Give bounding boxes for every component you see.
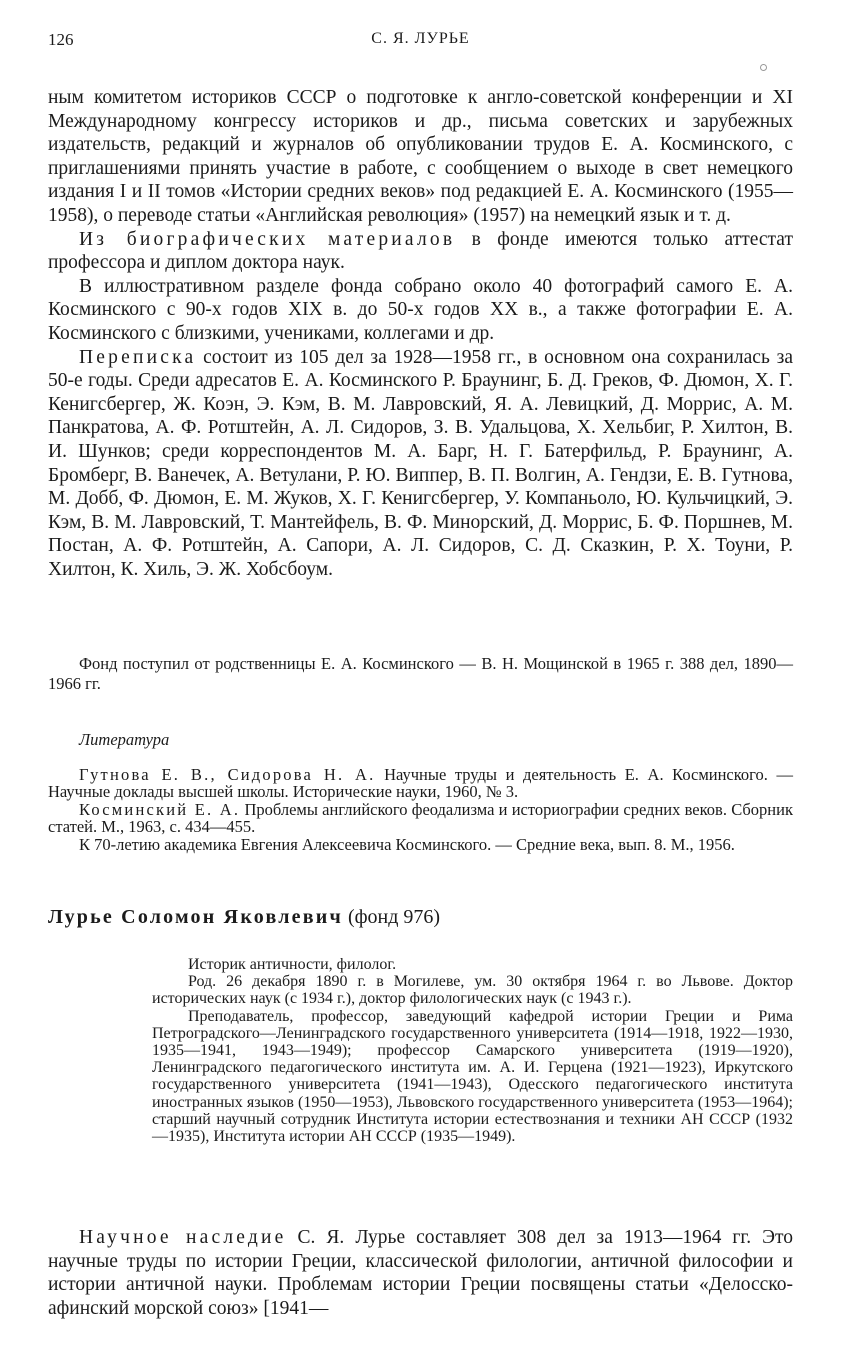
fund-title bbox=[48, 906, 793, 929]
paragraph-biographical bbox=[48, 228, 793, 275]
heritage-section bbox=[48, 1226, 793, 1320]
running-title: С. Я. ЛУРЬЕ bbox=[371, 30, 470, 47]
literature-item bbox=[48, 801, 793, 836]
paragraph-correspondence bbox=[48, 346, 793, 582]
bio-paragraph: Род. 26 декабря 1890 г. в Могилеве, ум. 30 октября 1964 г. во Львове. Доктор исторических наук (с 1934 г.), доктор филологических наук (с 1943 г.). bbox=[152, 973, 793, 1008]
paragraph-illustrative: В иллюстративном разделе фонда собрано около 40 фотографий самого Е. А. Косминского с 90-х годов XIX в. до 50-х годов XX в., а также фотографии Е. А. Косминского с близкими, учениками, коллегами и др. bbox=[48, 275, 793, 344]
spaced-heading: Переписка bbox=[79, 346, 197, 368]
literature-item bbox=[48, 766, 793, 801]
author-names: Косминский Е. А. bbox=[79, 799, 241, 819]
bio-paragraph: Преподаватель, профессор, заведующий кафедрой истории Греции и Рима Петроградского—Ленинградского государственного университета (1914—1918, 1922—1930, 1935—1941, 1943—1949); профессор Самарского университета (1919—1920), Ленинградского педагогического института им. А. И. Герцена (1921—1923), Иркутского государственного университета (1941—1943), Одесского педагогического института иностранных языков (1950—1953), Львовского государственного университета (1953—1964); старший научный сотрудник Института истории естествознания и техники АН СССР (1932—1935), Института истории АН СССР (1935—1949). bbox=[152, 1007, 793, 1146]
fund-note-text: Фонд поступил от родственницы Е. А. Косминского — В. Н. Мощинской в 1965 г. 388 дел, 1890—1966 гг. bbox=[48, 654, 793, 693]
person-name: Лурье Соломон Яковлевич bbox=[48, 906, 343, 928]
fund-note bbox=[48, 654, 793, 693]
running-header bbox=[48, 30, 793, 54]
reference-text: К 70-летию академика Евгения Алексеевича Косминского. — Средние века, вып. 8. М., 1956. bbox=[79, 834, 735, 854]
reference-text: Проблемы английского феодализма и историографии средних веков. Сборник статей. М., 1963, с. 434—455. bbox=[48, 799, 793, 837]
paragraph-text: С. Я. Лурье составляет 308 дел за 1913—1964 гг. Это научные труды по истории Греции, классической филологии, античной философии и истории античной науки. Проблемам истории Греции посвящены статьи «Делосско-афинский морской союз» [1941— bbox=[48, 1227, 793, 1319]
spaced-heading: Из биографических материалов bbox=[79, 228, 456, 250]
literature-section bbox=[48, 731, 793, 854]
intro-section bbox=[48, 86, 793, 581]
fund-number: (фонд 976) bbox=[342, 906, 441, 928]
reference-text: Научные труды и деятельность Е. А. Косминского. — Научные доклады высшей школы. Исторические науки, 1960, № 3. bbox=[48, 764, 793, 802]
spaced-heading: Научное наследие bbox=[79, 1227, 287, 1248]
ink-dot bbox=[760, 64, 767, 71]
page-number: 126 bbox=[48, 30, 74, 49]
biography-block bbox=[152, 956, 793, 1145]
literature-heading: Литература bbox=[79, 730, 170, 749]
paragraph-text: состоит из 105 дел за 1928—1958 гг., в основном она сохранилась за 50-е годы. Среди адресатов Е. А. Косминского Р. Браунинг, Б. Д. Греков, Ф. Дюмон, Х. Г. Кенигсбергер, Ж. Коэн, Э. Кэм, В. М. Лавровский, Я. А. Левицкий, Д. Моррис, А. М. Панкратова, А. Ф. Ротштейн, А. Л. Сидоров, З. В. Удальцова, Х. Хельбиг, Р. Хилтон, В. И. Шунков; среди корреспондентов М. А. Барг, Н. Г. Батерфильд, Р. Браунинг, А. Бромберг, В. Ванечек, А. Ветулани, Р. Ю. Виппер, В. П. Волгин, А. Гендзи, Е. В. Гутнова, М. Добб, Ф. Дюмон, Е. М. Жуков, Х. Г. Кенигсбергер, У. Компаньоло, Ю. Кульчицкий, Э. Кэм, В. М. Лавровский, Т. Мантейфель, В. Ф. Минорский, Д. Моррис, Б. Ф. Поршнев, М. Постан, А. Ф. Ротштейн, А. Сапори, А. Л. Сидоров, С. Д. Сказкин, Р. Х. Тоуни, Р. Хилтон, К. Хиль, Э. Ж. Хобсбоум. bbox=[48, 346, 793, 580]
paragraph-text: в фонде имеются только аттестат профессора и диплом доктора наук. bbox=[48, 228, 793, 274]
literature-item bbox=[48, 836, 793, 854]
author-names: Гутнова Е. В., Сидорова Н. А. bbox=[79, 764, 376, 784]
paragraph-continuation: ным комитетом историков СССР о подготовке к англо-советской конференции и XI Международному конгрессу историков и др., письма советских и зарубежных издательств, редакций и журналов об опубликовании трудов Е. А. Косминского, с приглашениями принять участие в работе, с сообщением о выходе в свет немецкого издания I и II томов «Истории средних веков» под редакцией Е. А. Косминского (1955—1958), о переводе статьи «Английская революция» (1957) на немецкий язык и т. д. bbox=[48, 87, 793, 226]
paragraph-heritage bbox=[48, 1226, 793, 1320]
bio-paragraph: Историк античности, филолог. bbox=[188, 956, 397, 973]
